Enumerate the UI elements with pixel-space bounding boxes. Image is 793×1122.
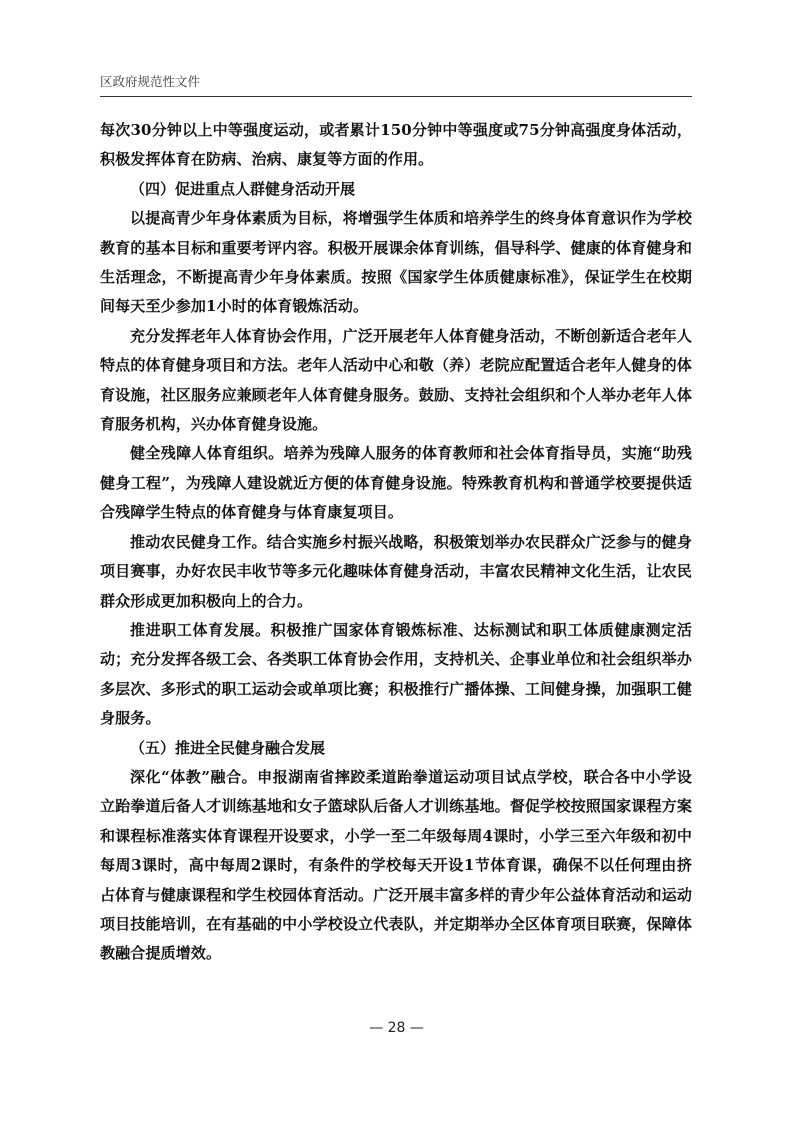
paragraph-sport-education: 深化“体教”融合。申报湖南省摔跤柔道跆拳道运动项目试点学校，联合各中小学设立跆拳道后备人才训练基地和女子篮球队后备人才训练基地。督促学校按照国家课程方案和课程标准落实体育课程开设要求，小学一至二年级每周4课时，小学三至六年级和初中每周3课时，高中每周2课时，有条件的学校每天开设1节体育课，确保不以任何理由挤占体育与健康课程和学生校园体育活动。广泛开展丰富多样的青少年公益体育活动和运动项目技能培训，在有基础的中小学校设立代表队，并定期举办全区体育项目联赛，保障体教融合提质增效。 bbox=[100, 767, 692, 963]
document-category-label: 区政府规范性文件 bbox=[100, 74, 201, 89]
paragraph-worker-fitness: 推进职工体育发展。积极推广国家体育锻炼标准、达标测试和职工体质健康测定活动；充分发挥各级工会、各类职工体育协会作用，支持机关、企事业单位和社会组织举办多层次、多形式的职工运动会或单项比赛；积极推行广播体操、工间健身操，加强职工健身服务。 bbox=[100, 620, 692, 728]
section-heading-4: （四）促进重点人群健身活动开展 bbox=[130, 179, 356, 198]
paragraph-continuation: 每次30分钟以上中等强度运动，或者累计150分钟中等强度或75分钟高强度身体活动，积极发挥体育在防病、治病、康复等方面的作用。 bbox=[100, 121, 692, 169]
paragraph-farmer-fitness: 推动农民健身工作。结合实施乡村振兴战略，积极策划举办农民群众广泛参与的健身项目赛事，办好农民丰收节等多元化趣味体育健身活动，丰富农民精神文化生活，让农民群众形成更加积极向上的合力。 bbox=[100, 532, 692, 610]
paragraph-disabled-fitness: 健全残障人体育组织。培养为残障人服务的体育教师和社会体育指导员，实施“助残健身工程”，为残障人建设就近方便的体育健身设施。特殊教育机构和普通学校要提供适合残障学生特点的体育健身与体育康复项目。 bbox=[100, 444, 692, 522]
page-number: — 28 — bbox=[369, 1020, 424, 1036]
paragraph-youth-fitness: 以提高青少年身体素质为目标，将增强学生体质和培养学生的终身体育意识作为学校教育的基本目标和重要考评内容。积极开展课余体育训练，倡导科学、健康的体育健身和生活理念，不断提高青少年身体素质。按照《国家学生体质健康标准》，保证学生在校期间每天至少参加1小时的体育锻炼活动。 bbox=[100, 209, 692, 316]
paragraph-elderly-fitness: 充分发挥老年人体育协会作用，广泛开展老年人体育健身活动，不断创新适合老年人特点的体育健身项目和方法。老年人活动中心和敬（养）老院应配置适合老年人健身的体育设施，社区服务应兼顾老年人体育健身服务。鼓励、支持社会组织和个人举办老年人体育服务机构，兴办体育健身设施。 bbox=[100, 326, 692, 434]
page-header bbox=[100, 70, 692, 97]
document-body bbox=[100, 116, 692, 969]
section-heading-5: （五）推进全民健身融合发展 bbox=[130, 738, 326, 757]
